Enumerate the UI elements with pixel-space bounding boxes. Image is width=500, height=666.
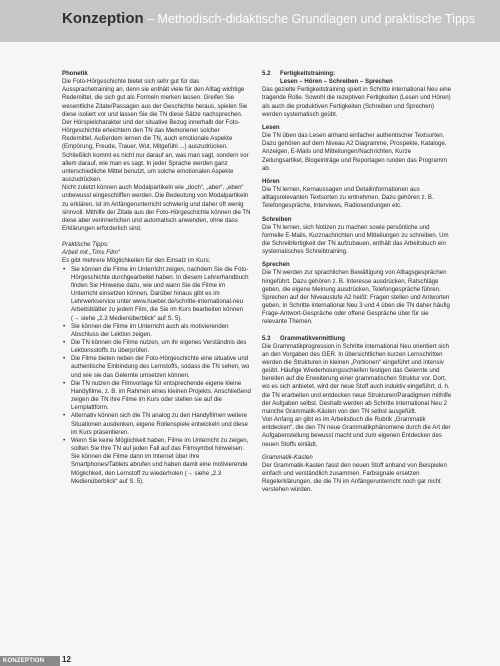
list-item: • Sie können die Filme im Unterricht zeigen, nachdem Sie die Foto-Hörgeschichte durchgearbeitet haben. In diesem Lehrerhandbuch finden Sie Hinweise dazu, wie und wann Sie die Filme im Unterricht einsetzen können. Darüber hinaus gibt es im Lehrwerkservice unter www.hueber.de/schritte-international-neu Arbeitsblätter zu jedem Film, die Sie im Kurs bearbeiten können (→ siehe „2.3 Medienüberblick“ auf S. 5). <box>71 266 252 323</box>
list-item: • Sie können die Filme im Unterricht auch als motivierenden Abschluss der Lektion zeigen. <box>71 323 252 339</box>
sprechen-heading: Sprechen <box>262 261 290 269</box>
list-item: • Die TN nutzen die Filmvorlage für entsprechende eigene kleine Handyfilme, z. B. im Rahmen eines kleinen Projekts. Anschließend zeigen die TN ihre Filme im Kurs oder stellen sie auf die Lernplattform. <box>71 380 252 413</box>
grammatik-kasten-paragraph: Der Grammatik-Kasten fasst den neuen Stoff anhand von Beispielen einfach und verständlich zusammen. Farbsignale ersetzen Regelerklärungen, die die TN im Anfängerunterricht noch gar nicht verstehen würden. <box>262 461 447 494</box>
section-5-3-paragraph-2: Von Anfang an gibt es im Arbeitsbuch die Rubrik „Grammatik entdecken“, die den TN neue Grammatikphänomene durch die Art der Aufgabenstellung bewusst macht und zum eigenen Entdecken des neuen Stoffs einlädt. <box>262 416 451 448</box>
header-subtitle: – Methodisch-didaktische Grundlagen und praktische Tipps <box>143 12 476 26</box>
schreiben-heading: Schreiben <box>262 215 292 223</box>
section-5-2-paragraph: Das gezielte Fertigkeitstraining spielt in Schritte international Neu eine tragende Rolle. Sowohl die rezeptiven Fertigkeiten (Lesen und Hören) als auch die produktiven Fertigkeiten (Schreiben und Sprechen) werden systematisch geübt. <box>262 86 452 118</box>
list-item: • Wenn Sie keine Möglichkeit haben, Filme im Unterricht zu zeigen, sollten Sie Ihre TN auf jeden Fall auf das Filmsymbol hinweisen. Sie können die Filme dann im Internet über ihre Smartphones/Tablets abrufen und haben damit eine motivierende Möglichkeit, den Lernstoff zu wiederholen (→ siehe „2.3 Medienüberblick“ auf S. 5). <box>71 437 252 486</box>
section-5-3-number: 5.3 <box>262 334 271 342</box>
tipps-intro: Es gibt mehrere Möglichkeiten für den Einsatz im Kurs: <box>62 257 211 265</box>
modalpartikel-paragraph: Nicht zuletzt können auch Modalpartikeln wie „doch“, „aber“, „eben“ unbewusst eingeschliffen werden. Die Bedeutung von Modalpartikeln zu erklären, ist im Anfängerunterricht schwierig und daher oft wenig sinnvoll. Mithilfe der Zitate aus der Foto-Hörgeschichte können die TN diese aber verinnerlichen und automatisch anwenden, ohne dass Erklärungen erforderlich sind. <box>62 184 251 232</box>
hoeren-paragraph: Die TN lernen, Kernaussagen und Detailinformationen aus alltagsrelevanten Textsorten zu entnehmen. Dazu gehören z. B. Telefongespräche, Interviews, Radiosendungen etc. <box>262 186 434 210</box>
hoeren-heading: Hören <box>262 177 280 185</box>
page-header <box>0 0 500 42</box>
grammatik-kasten-heading: Grammatik-Kasten <box>262 453 313 461</box>
header-title-main: Konzeption <box>62 10 144 27</box>
tipps-heading: Praktische Tipps: <box>62 241 109 249</box>
phonetik-paragraph: Die Foto-Hörgeschichte bietet sich sehr gut für das Aussprachetraining an, denn sie enthält viele für den Alltag wichtige Redemittel, die sich gut als Formeln merken lassen. Greifen Sie wesentliche Zitate/Passagen aus der Geschichte heraus, spielen Sie diese isoliert vor und lassen Sie die TN diese Sätze nachsprechen. Der Hörspielcharakter und der situative Bezug innerhalb der Foto-Hörgeschichte erleichtern den TN das Memorieren solcher Redemittel. Außerdem lernen die TN, auch emotionale Aspekte (Empörung, Freude, Trauer, Wut, Mitgefühl ...) auszudrücken. Schließlich kommt es nicht nur darauf an, was man sagt, sondern vor allem darauf, wie man es sagt. In jeder Sprache werden ganz unterschiedliche Mittel benutzt, um solche emotionalen Aspekte auszudrücken. <box>62 78 249 184</box>
section-5-3-heading <box>262 335 452 343</box>
list-item: • Die TN können die Filme nutzen, um ihr eigenes Verständnis des Lektionsstoffs zu überprüfen. <box>71 339 252 355</box>
page-number: 12 <box>62 655 71 664</box>
phonetik-heading: Phonetik <box>62 70 88 77</box>
lesen-paragraph: Die TN üben das Lesen anhand einfacher authentischer Textsorten. Dazu gehören auf dem Niveau A2 Diagramme, Prospekte, Kataloge, Anzeigen, E-Mails und Mitteilungen/Nachrichten, Kurze Zeitungsartikel, Blogeinträge und Reportagen runden das Programm ab. <box>262 132 447 172</box>
sprechen-paragraph: Die TN werden zur sprachlichen Bewältigung von Alltagsgesprächen hingeführt. Dazu gehören z. B. Interesse ausdrücken, Ratschläge geben, die eigene Meinung ausdrücken, Telefongespräche führen. Sprechen auf der Niveaustufe A2 heißt: Fragen stellen und Antworten geben. In Schritte international Neu 3 und 4 üben die TN daher häufig Frage-Antwort-Gespräche oder offene Gespräche über für sie relevante Themen. <box>262 269 450 326</box>
header-title <box>62 10 475 27</box>
tipps-list <box>62 266 252 486</box>
right-column <box>262 70 452 495</box>
section-5-2-number: 5.2 <box>262 70 271 77</box>
tipps-subheading: Arbeit mit „Tims Film“ <box>62 249 120 257</box>
section-5-2-heading <box>262 70 452 78</box>
list-item: • Alternativ können sich die TN analog zu den Handyfilmen weitere Situationen ausdenken, eigene Rollenspiele entwickeln und diese im Kurs präsentieren. <box>71 412 252 436</box>
section-tab: KONZEPTION <box>0 656 60 666</box>
schreiben-paragraph: Die TN lernen, sich Notizen zu machen sowie persönliche und formelle E-Mails, Kurznachrichten und Mitteilungen zu schreiben. Um die Schreibfertigkeit der TN aufzubauen, enthält das Arbeitsbuch ein systematisches Schreibtraining. <box>262 223 449 256</box>
section-5-2-title-line2: Lesen – Hören – Schreiben – Sprechen <box>280 78 393 86</box>
section-5-3-paragraph: Die Grammatikprogression in Schritte international Neu orientiert sich an den Vorgaben des GER. In übersichtlichen kurzen Lernschritten werden die Strukturen in kleinen „Portionen“ eingeführt und intensiv geübt. Häufige Wiederholungsschleifen festigen das Gelernte und bereiten auf die Erweiterung einer grammatischen Struktur vor. Dort, wo es sich anbietet, wird der neue Stoff auch induktiv eingeführt, d. h. die TN erarbeiten und entdecken neue Strukturen/Paradigmen mithilfe der Aufgaben selbst. Deshalb werden ab Schritte international Neu 2 manche Grammatik-Kästen von den TN selbst ausgefüllt. <box>262 342 452 415</box>
section-5-2-title: Fertigkeitstraining: <box>280 70 336 77</box>
section-5-3-title: Grammatikvermittlung <box>280 334 346 342</box>
lesen-heading: Lesen <box>262 123 280 131</box>
list-item: • Die Filme bieten neben der Foto-Hörgeschichte eine situative und authentische Einbindung des Lernstoffs, sodass die TN sehen, wo und wie sie das Gelernte umsetzen können. <box>71 355 252 379</box>
left-column <box>62 70 252 486</box>
